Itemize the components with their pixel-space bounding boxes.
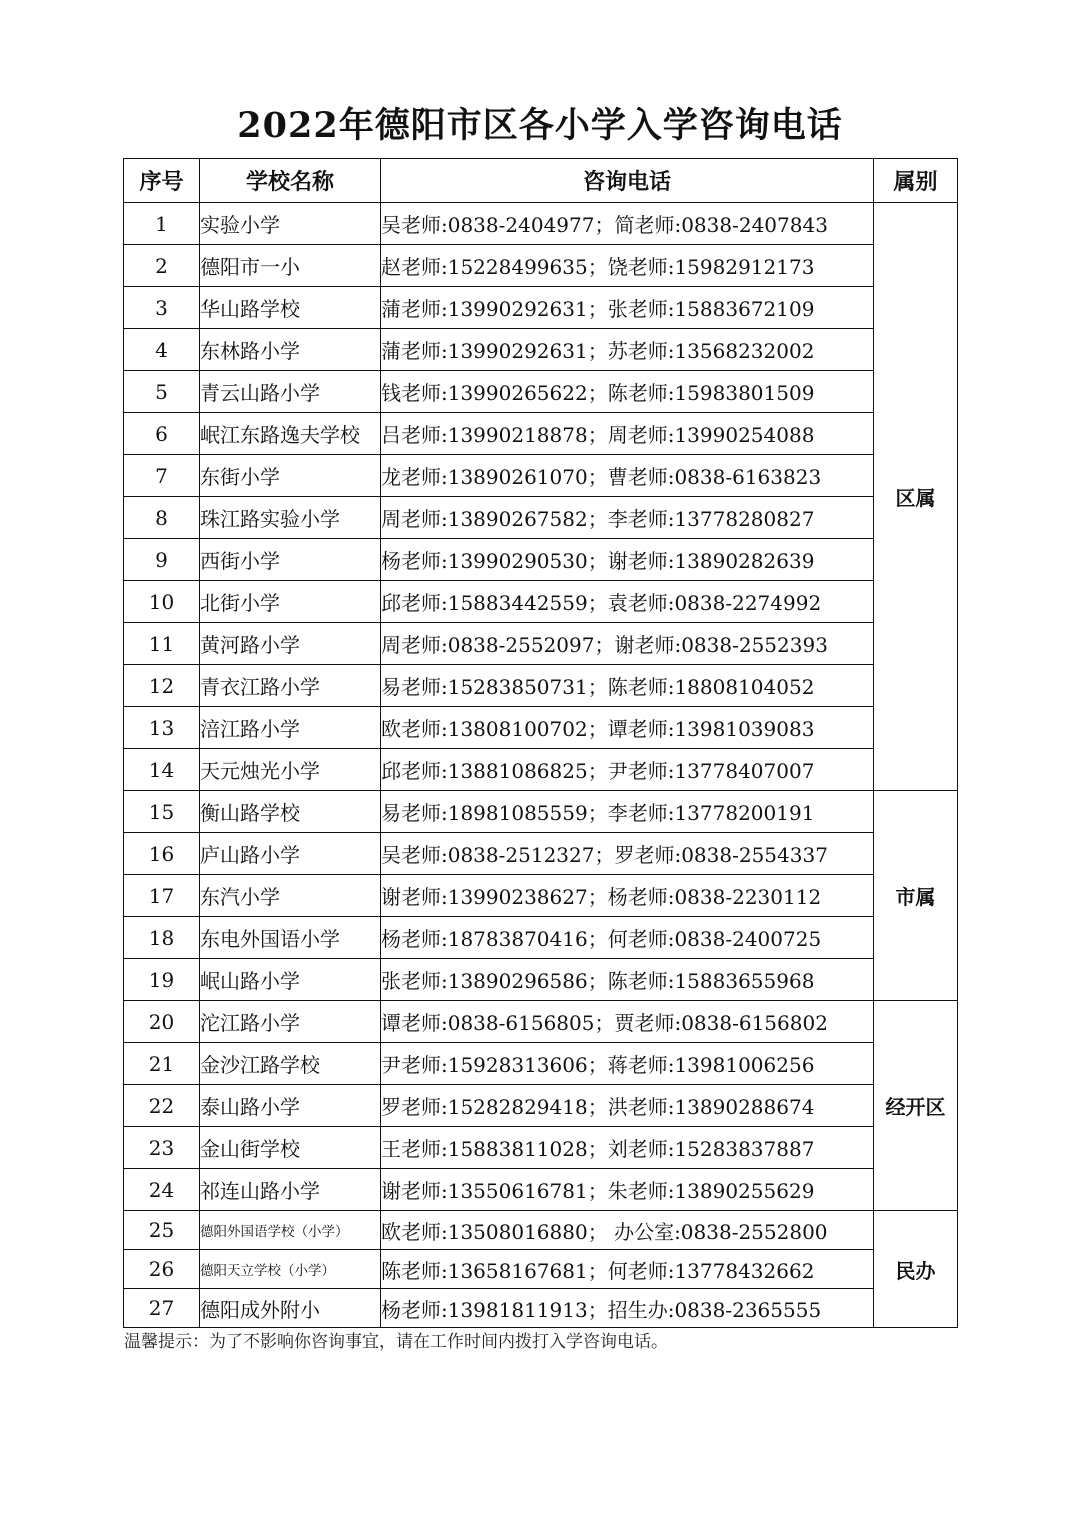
phone-contacts: 周老师:13890267582；李老师:13778280827 xyxy=(381,497,874,539)
table-header-row xyxy=(124,159,958,203)
school-name: 德阳天立学校（小学） xyxy=(200,1250,381,1289)
table-row xyxy=(124,623,958,665)
phone-contacts: 邱老师:13881086825；尹老师:13778407007 xyxy=(381,749,874,791)
row-number: 17 xyxy=(124,875,200,917)
table-row xyxy=(124,1211,958,1250)
row-number: 19 xyxy=(124,959,200,1001)
school-name: 泰山路小学 xyxy=(200,1085,381,1127)
phone-contacts: 张老师:13890296586；陈老师:15883655968 xyxy=(381,959,874,1001)
table-row xyxy=(124,791,958,833)
school-name: 涪江路小学 xyxy=(200,707,381,749)
phone-contacts: 吴老师:0838-2512327；罗老师:0838-2554337 xyxy=(381,833,874,875)
school-name: 衡山路学校 xyxy=(200,791,381,833)
table-row xyxy=(124,413,958,455)
phone-contacts: 易老师:15283850731；陈老师:18808104052 xyxy=(381,665,874,707)
school-name: 德阳市一小 xyxy=(200,245,381,287)
row-number: 11 xyxy=(124,623,200,665)
row-number: 25 xyxy=(124,1211,200,1250)
header-school: 学校名称 xyxy=(200,159,381,203)
row-number: 23 xyxy=(124,1127,200,1169)
school-name: 德阳外国语学校（小学） xyxy=(200,1211,381,1250)
school-name: 北街小学 xyxy=(200,581,381,623)
school-name: 华山路学校 xyxy=(200,287,381,329)
phone-contacts: 陈老师:13658167681；何老师:13778432662 xyxy=(381,1250,874,1289)
school-name: 东林路小学 xyxy=(200,329,381,371)
row-number: 7 xyxy=(124,455,200,497)
row-number: 6 xyxy=(124,413,200,455)
footer-note: 温馨提示：为了不影响你咨询事宜，请在工作时间内拨打入学咨询电话。 xyxy=(124,1332,668,1352)
table-row xyxy=(124,875,958,917)
table-row xyxy=(124,1127,958,1169)
table-row xyxy=(124,371,958,413)
phone-contacts: 吴老师:0838-2404977；简老师:0838-2407843 xyxy=(381,203,874,245)
phone-contacts: 蒲老师:13990292631；苏老师:13568232002 xyxy=(381,329,874,371)
table-row xyxy=(124,1169,958,1211)
category-private: 民办 xyxy=(874,1211,958,1328)
school-name: 青云山路小学 xyxy=(200,371,381,413)
row-number: 26 xyxy=(124,1250,200,1289)
school-name: 珠江路实验小学 xyxy=(200,497,381,539)
school-name: 沱江路小学 xyxy=(200,1001,381,1043)
row-number: 16 xyxy=(124,833,200,875)
table-row xyxy=(124,1001,958,1043)
phone-contacts: 邱老师:15883442559；袁老师:0838-2274992 xyxy=(381,581,874,623)
phone-contacts: 尹老师:15928313606；蒋老师:13981006256 xyxy=(381,1043,874,1085)
category-economic-zone: 经开区 xyxy=(874,1001,958,1211)
table-row xyxy=(124,581,958,623)
phone-contacts: 易老师:18981085559；李老师:13778200191 xyxy=(381,791,874,833)
row-number: 2 xyxy=(124,245,200,287)
school-name: 岷江东路逸夫学校 xyxy=(200,413,381,455)
phone-contacts: 罗老师:15282829418；洪老师:13890288674 xyxy=(381,1085,874,1127)
row-number: 20 xyxy=(124,1001,200,1043)
table-row xyxy=(124,1043,958,1085)
phone-contacts: 赵老师:15228499635；饶老师:15982912173 xyxy=(381,245,874,287)
row-number: 21 xyxy=(124,1043,200,1085)
school-name: 庐山路小学 xyxy=(200,833,381,875)
table-row xyxy=(124,959,958,1001)
table-row xyxy=(124,1250,958,1289)
table-row xyxy=(124,749,958,791)
school-name: 东街小学 xyxy=(200,455,381,497)
header-no: 序号 xyxy=(124,159,200,203)
school-name: 东汽小学 xyxy=(200,875,381,917)
row-number: 5 xyxy=(124,371,200,413)
row-number: 24 xyxy=(124,1169,200,1211)
contact-table xyxy=(123,158,958,1328)
table-row xyxy=(124,665,958,707)
table-row xyxy=(124,539,958,581)
page-title: 2022年德阳市区各小学入学咨询电话 xyxy=(237,105,843,146)
table-row xyxy=(124,1085,958,1127)
school-name: 实验小学 xyxy=(200,203,381,245)
school-name: 天元烛光小学 xyxy=(200,749,381,791)
row-number: 14 xyxy=(124,749,200,791)
phone-contacts: 王老师:15883811028；刘老师:15283837887 xyxy=(381,1127,874,1169)
phone-contacts: 杨老师:13981811913；招生办:0838-2365555 xyxy=(381,1289,874,1328)
table-row xyxy=(124,245,958,287)
school-name: 德阳成外附小 xyxy=(200,1289,381,1328)
phone-contacts: 谢老师:13550616781；朱老师:13890255629 xyxy=(381,1169,874,1211)
school-name: 金沙江路学校 xyxy=(200,1043,381,1085)
header-category: 属别 xyxy=(874,159,958,203)
row-number: 3 xyxy=(124,287,200,329)
category-district: 区属 xyxy=(874,203,958,791)
table-row xyxy=(124,287,958,329)
row-number: 22 xyxy=(124,1085,200,1127)
school-name: 黄河路小学 xyxy=(200,623,381,665)
phone-contacts: 周老师:0838-2552097；谢老师:0838-2552393 xyxy=(381,623,874,665)
school-name: 西街小学 xyxy=(200,539,381,581)
school-name: 东电外国语小学 xyxy=(200,917,381,959)
table-row xyxy=(124,497,958,539)
table-row xyxy=(124,329,958,371)
table-row xyxy=(124,833,958,875)
phone-contacts: 杨老师:13990290530；谢老师:13890282639 xyxy=(381,539,874,581)
row-number: 13 xyxy=(124,707,200,749)
table-row xyxy=(124,455,958,497)
table-row xyxy=(124,707,958,749)
category-city: 市属 xyxy=(874,791,958,1001)
phone-contacts: 谭老师:0838-6156805；贾老师:0838-6156802 xyxy=(381,1001,874,1043)
phone-contacts: 谢老师:13990238627；杨老师:0838-2230112 xyxy=(381,875,874,917)
phone-contacts: 欧老师:13808100702；谭老师:13981039083 xyxy=(381,707,874,749)
row-number: 1 xyxy=(124,203,200,245)
table-row xyxy=(124,917,958,959)
row-number: 9 xyxy=(124,539,200,581)
school-name: 祁连山路小学 xyxy=(200,1169,381,1211)
row-number: 8 xyxy=(124,497,200,539)
phone-contacts: 蒲老师:13990292631；张老师:15883672109 xyxy=(381,287,874,329)
phone-contacts: 吕老师:13990218878；周老师:13990254088 xyxy=(381,413,874,455)
phone-contacts: 杨老师:18783870416；何老师:0838-2400725 xyxy=(381,917,874,959)
phone-contacts: 钱老师:13990265622；陈老师:15983801509 xyxy=(381,371,874,413)
row-number: 4 xyxy=(124,329,200,371)
table-row xyxy=(124,1289,958,1328)
header-phone: 咨询电话 xyxy=(381,159,874,203)
school-name: 青衣江路小学 xyxy=(200,665,381,707)
phone-contacts: 欧老师:13508016880； 办公室:0838-2552800 xyxy=(381,1211,874,1250)
row-number: 18 xyxy=(124,917,200,959)
table-row xyxy=(124,203,958,245)
school-name: 岷山路小学 xyxy=(200,959,381,1001)
row-number: 15 xyxy=(124,791,200,833)
row-number: 12 xyxy=(124,665,200,707)
row-number: 10 xyxy=(124,581,200,623)
phone-contacts: 龙老师:13890261070；曹老师:0838-6163823 xyxy=(381,455,874,497)
school-name: 金山街学校 xyxy=(200,1127,381,1169)
row-number: 27 xyxy=(124,1289,200,1328)
